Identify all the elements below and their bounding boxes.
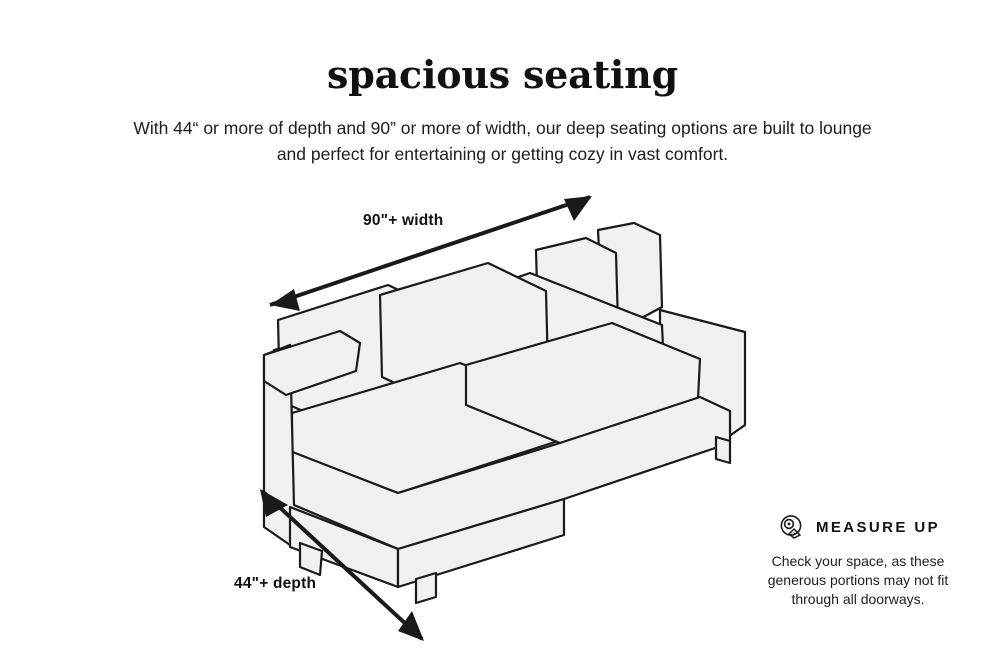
measure-up-body (743, 552, 973, 609)
depth-dimension-label: 44"+ depth (234, 575, 317, 592)
width-dimension-label: 90"+ width (363, 212, 444, 229)
measure-up-title: MEASURE UP (815, 518, 940, 536)
subheading (78, 115, 928, 167)
measure-up-body-line-3: through all doorways. (791, 591, 925, 607)
measure-up-body-line-1: Check your space, as these (771, 553, 945, 569)
subheading-line-2: and perfect for entertaining or getting cozy in vast comfort. (276, 144, 729, 164)
measure-up-heading (743, 512, 973, 542)
measure-up-block (743, 512, 973, 609)
measure-up-body-line-2: generous portions may not fit (767, 572, 949, 588)
tape-measure-icon (776, 512, 806, 542)
subheading-line-1: With 44“ or more of depth and 90” or more of width, our deep seating options are built to lounge (133, 118, 872, 138)
page-title: spacious seating (327, 52, 678, 97)
